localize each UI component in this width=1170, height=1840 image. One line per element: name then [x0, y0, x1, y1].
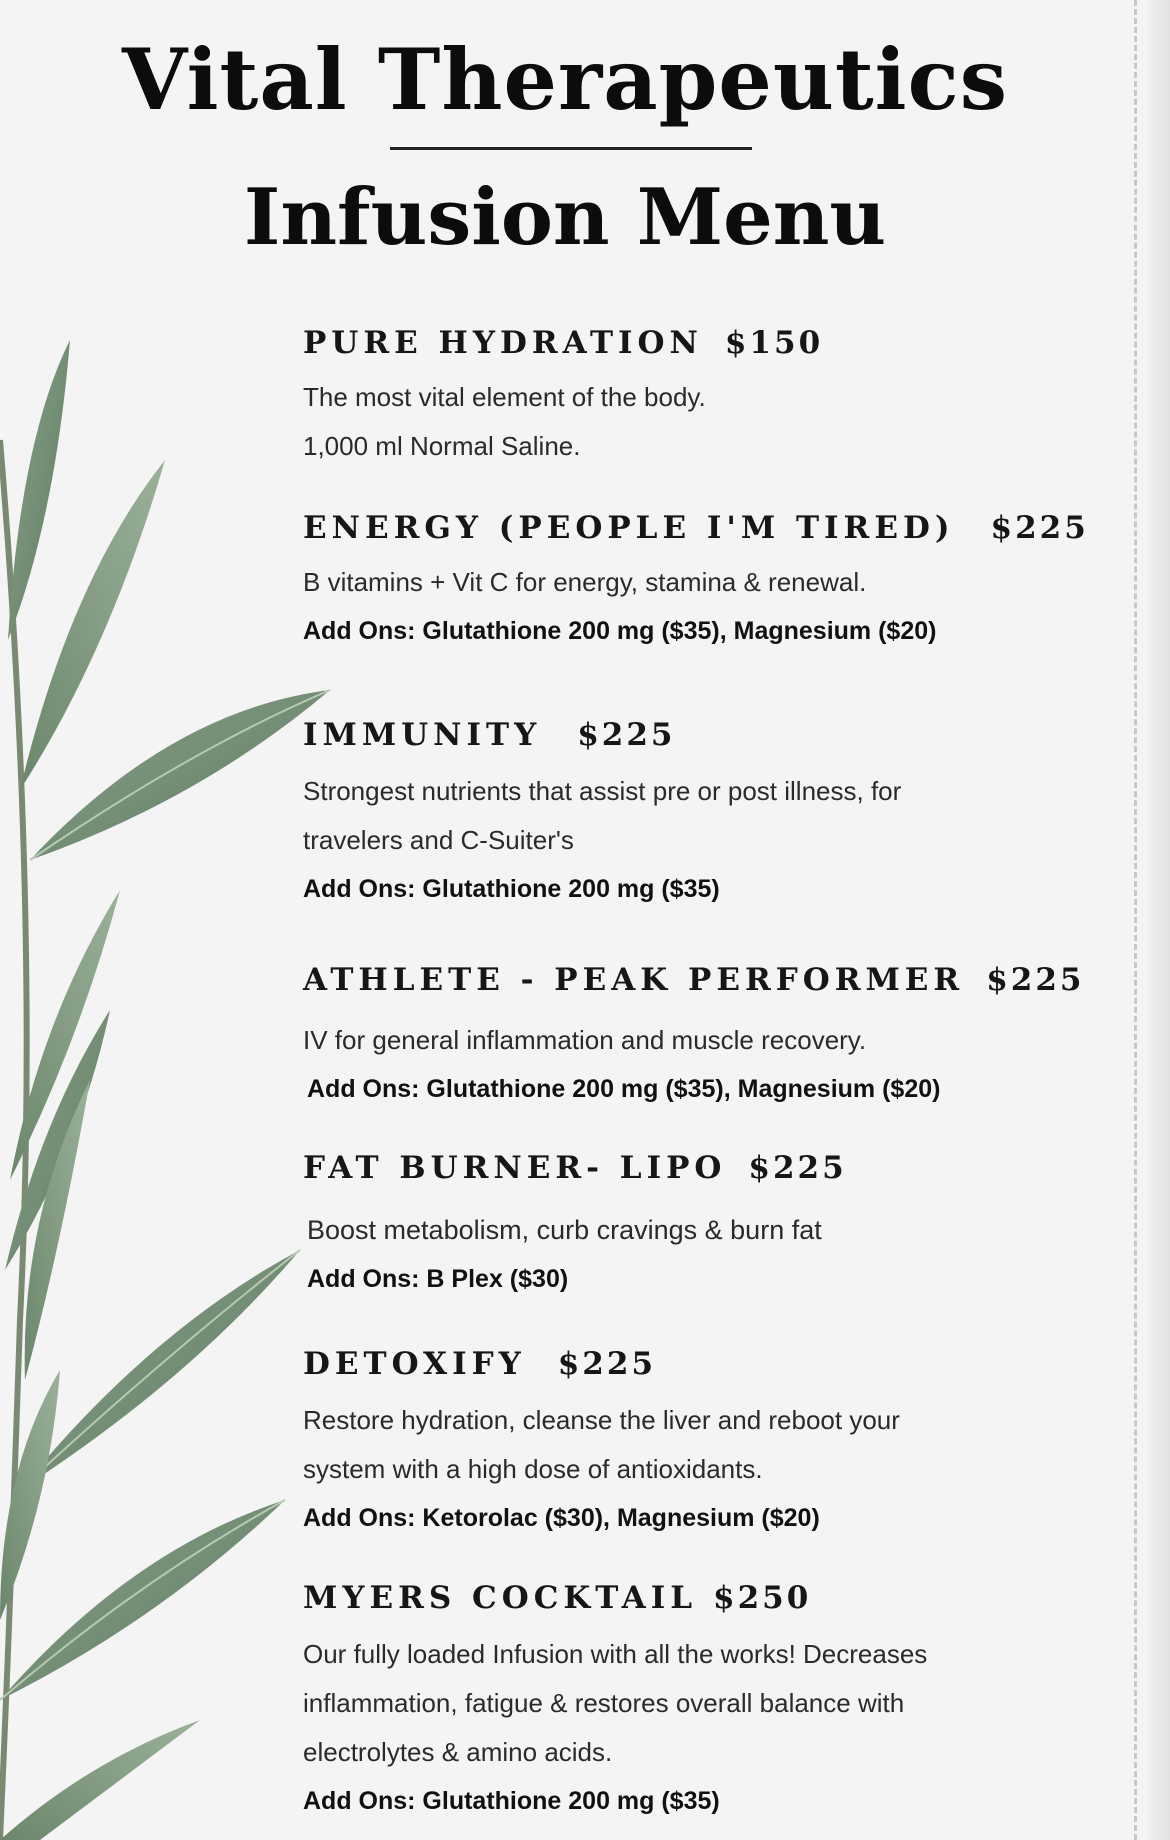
- item-heading: [303, 1344, 1023, 1384]
- item-description: B vitamins + Vit C for energy, stamina & renewal.: [303, 567, 867, 597]
- item-name: FAT BURNER- LIPO: [303, 1150, 727, 1186]
- item-price: $225: [748, 1150, 847, 1186]
- item-price: $225: [577, 717, 676, 753]
- item-description: system with a high dose of antioxidants.: [303, 1454, 763, 1484]
- item-description: The most vital element of the body.: [303, 382, 706, 412]
- item-name: ENERGY (PEOPLE I'M TIRED): [303, 510, 955, 546]
- item-description: Restore hydration, cleanse the liver and reboot your: [303, 1405, 900, 1435]
- page-edge: [1148, 0, 1170, 1840]
- eucalyptus-leaves-illustration: [0, 320, 340, 1840]
- item-description: 1,000 ml Normal Saline.: [303, 431, 581, 461]
- menu-item-immunity: [303, 715, 1023, 913]
- item-description: Boost metabolism, curb cravings & burn fat: [307, 1215, 822, 1245]
- item-addons: Add Ons: Glutathione 200 mg ($35), Magnesium ($20): [303, 617, 937, 645]
- item-description: IV for general inflammation and muscle recovery.: [303, 1025, 867, 1055]
- item-addons: Add Ons: Glutathione 200 mg ($35), Magnesium ($20): [307, 1075, 941, 1103]
- item-description: electrolytes & amino acids.: [303, 1737, 613, 1767]
- item-heading: [303, 715, 1023, 755]
- item-name: PURE HYDRATION: [303, 325, 703, 361]
- item-heading: [303, 1148, 1023, 1188]
- title-divider: [390, 147, 752, 150]
- item-price: $250: [713, 1580, 812, 1616]
- item-addons: Add Ons: B Plex ($30): [307, 1265, 569, 1293]
- item-name: IMMUNITY: [303, 717, 542, 753]
- item-description: Strongest nutrients that assist pre or post illness, for: [303, 776, 902, 806]
- menu-item-pure-hydration: [303, 323, 1023, 471]
- item-price: $150: [724, 325, 824, 361]
- item-name: DETOXIFY: [303, 1346, 526, 1382]
- page-title: Vital Therapeutics: [121, 30, 1009, 129]
- menu-item-fat-burner: [303, 1148, 1023, 1303]
- menu-item-detoxify: [303, 1344, 1023, 1542]
- dashed-edge-line: [1134, 0, 1137, 1840]
- item-heading: [303, 508, 1089, 548]
- menu-item-athlete: [303, 960, 1085, 1113]
- item-description: inflammation, fatigue & restores overall balance with: [303, 1688, 905, 1718]
- item-addons: Add Ons: Glutathione 200 mg ($35): [303, 1787, 720, 1815]
- item-addons: Add Ons: Glutathione 200 mg ($35): [303, 875, 720, 903]
- item-price: $225: [986, 962, 1085, 998]
- item-heading: [303, 1578, 1023, 1618]
- item-heading: [303, 323, 1023, 363]
- item-description: Our fully loaded Infusion with all the works! Decreases: [303, 1639, 928, 1669]
- item-addons: Add Ons: Ketorolac ($30), Magnesium ($20): [303, 1504, 820, 1532]
- item-name: MYERS COCKTAIL: [303, 1580, 698, 1616]
- item-heading: [303, 960, 1085, 1000]
- item-price: $225: [557, 1346, 657, 1382]
- item-price: $225: [990, 510, 1089, 546]
- item-name: ATHLETE - PEAK PERFORMER: [303, 962, 965, 998]
- menu-subtitle: Infusion Menu: [243, 172, 887, 263]
- menu-item-energy: [303, 508, 1089, 655]
- item-description: travelers and C-Suiter's: [303, 825, 574, 855]
- menu-item-myers-cocktail: [303, 1578, 1023, 1825]
